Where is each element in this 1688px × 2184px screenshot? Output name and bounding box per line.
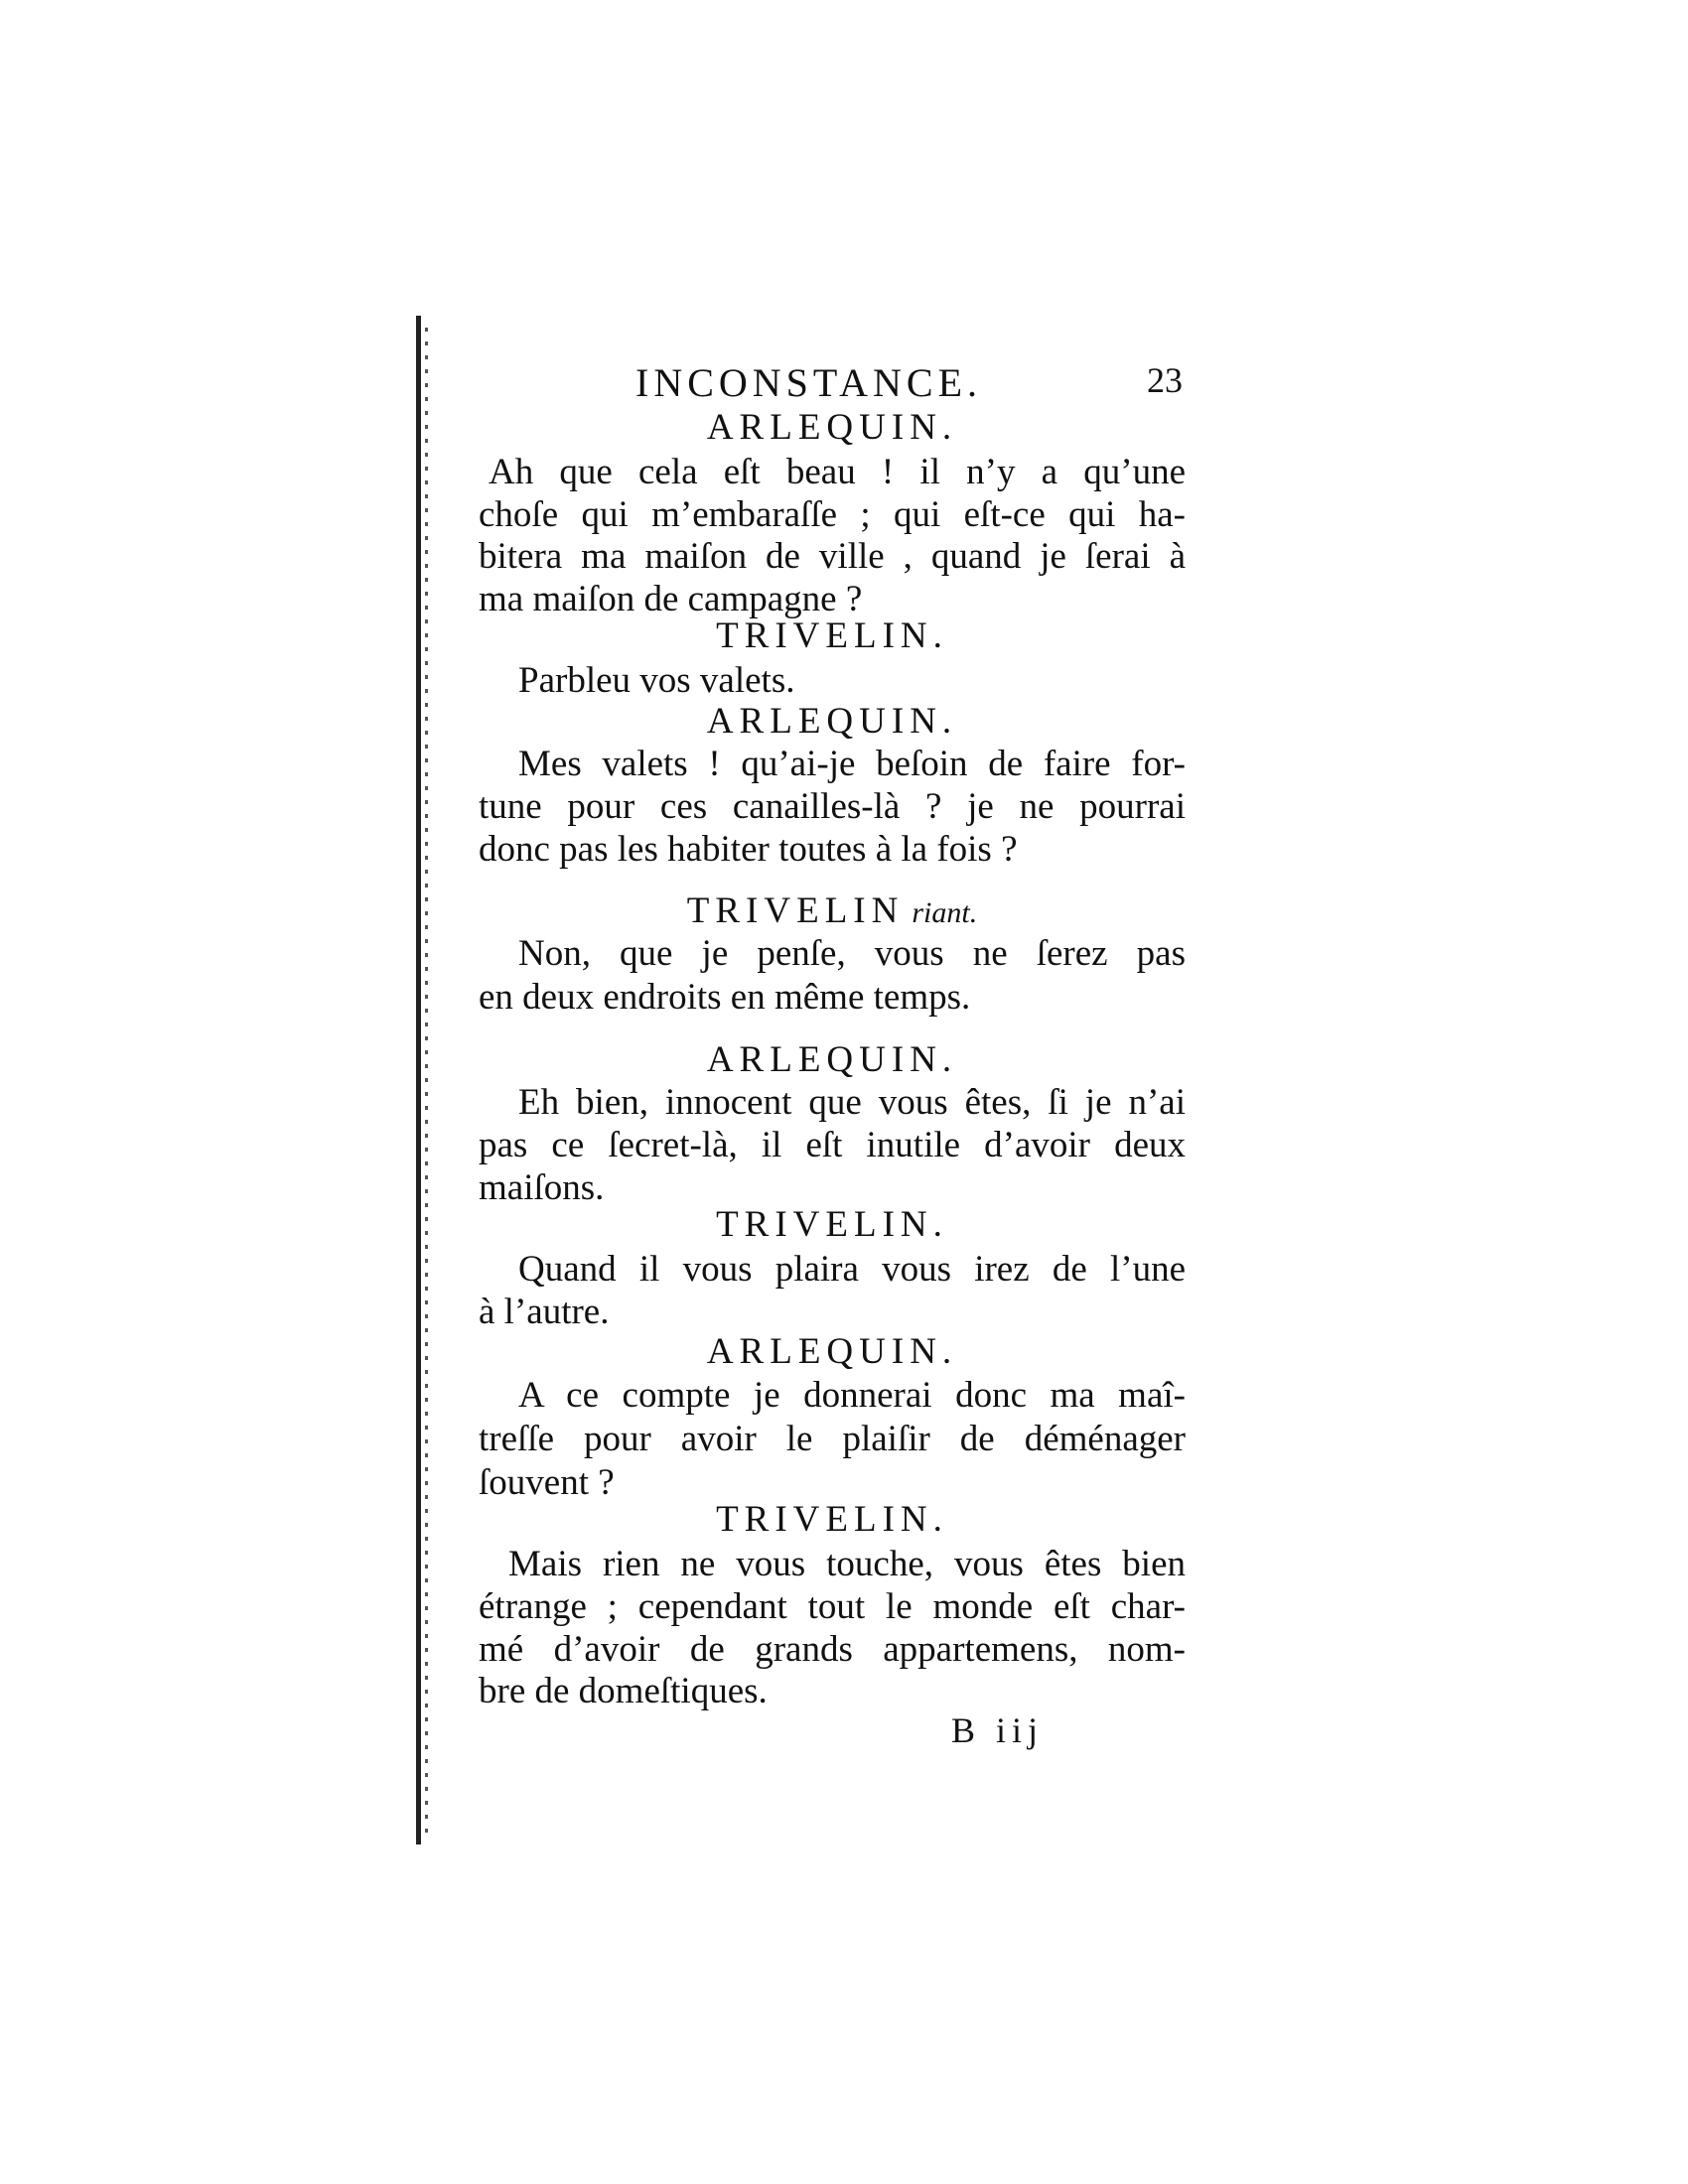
- speaker-name: [479, 889, 1186, 935]
- text-line: Mais rien ne vous touche, vous êtes bien: [508, 1544, 1186, 1584]
- speaker-label: TRIVELIN.: [716, 1204, 948, 1245]
- speaker-label: ARLEQUIN.: [706, 701, 958, 742]
- text-line: tune pour ces canailles-là ? je ne pourrai: [479, 786, 1186, 827]
- text-line: Ah que cela eſt beau ! il n’y a qu’une: [489, 452, 1186, 492]
- text-line: Parbleu vos valets.: [518, 660, 795, 701]
- page-gutter-edge: [416, 316, 421, 1844]
- running-header-title: INCONSTANCE.: [635, 360, 983, 405]
- text-line: bre de domeſtiques.: [479, 1671, 768, 1711]
- text-line: Eh bien, innocent que vous êtes, ſi je n’ai: [518, 1082, 1186, 1123]
- speaker-name: [479, 700, 1186, 744]
- text-line: étrange ; cependant tout le monde eſt char-: [479, 1586, 1186, 1627]
- text-line: Quand il vous plaira vous irez de l’une: [518, 1249, 1186, 1290]
- text-line: donc pas les habiter toutes à la fois ?: [479, 829, 1018, 870]
- text-line: Mes valets ! qu’ai-je beſoin de faire for-: [518, 744, 1186, 784]
- speaker-name: [479, 1203, 1186, 1247]
- speaker-label: TRIVELIN: [686, 890, 905, 931]
- signature-mark: B iij: [951, 1710, 1045, 1750]
- text-line: bitera ma maiſon de ville , quand je ſerai à: [479, 536, 1186, 577]
- stage-direction: riant.: [912, 896, 978, 929]
- text-line: mé d’avoir de grands appartemens, nom-: [479, 1629, 1186, 1670]
- speaker-label: TRIVELIN.: [716, 615, 948, 656]
- text-line: choſe qui m’embaraſſe ; qui eſt-ce qui ha-: [479, 494, 1186, 535]
- page-gutter-shadow: [425, 328, 428, 1837]
- text-line: à l’autre.: [479, 1292, 610, 1332]
- page-number: 23: [1147, 360, 1183, 400]
- speaker-name: [479, 1038, 1186, 1082]
- text-line: treſſe pour avoir le plaiſir de déménager: [479, 1419, 1186, 1459]
- speaker-label: ARLEQUIN.: [706, 1039, 958, 1080]
- speaker-label: ARLEQUIN.: [706, 407, 958, 448]
- text-line: maiſons.: [479, 1167, 605, 1208]
- text-line: pas ce ſecret-là, il eſt inutile d’avoir deux: [479, 1125, 1186, 1165]
- speaker-label: TRIVELIN.: [716, 1499, 948, 1540]
- text-line: en deux endroits en même temps.: [479, 977, 971, 1018]
- speaker-name: [479, 406, 1186, 450]
- speaker-label: ARLEQUIN.: [706, 1331, 958, 1372]
- text-line: Non, que je penſe, vous ne ſerez pas: [518, 933, 1186, 974]
- text-line: ma maiſon de campagne ?: [479, 579, 863, 619]
- speaker-name: [479, 614, 1186, 658]
- speaker-name: [479, 1498, 1186, 1542]
- text-line: A ce compte je donnerai donc ma maî-: [518, 1375, 1186, 1416]
- text-line: ſouvent ?: [479, 1462, 615, 1503]
- speaker-name: [479, 1330, 1186, 1374]
